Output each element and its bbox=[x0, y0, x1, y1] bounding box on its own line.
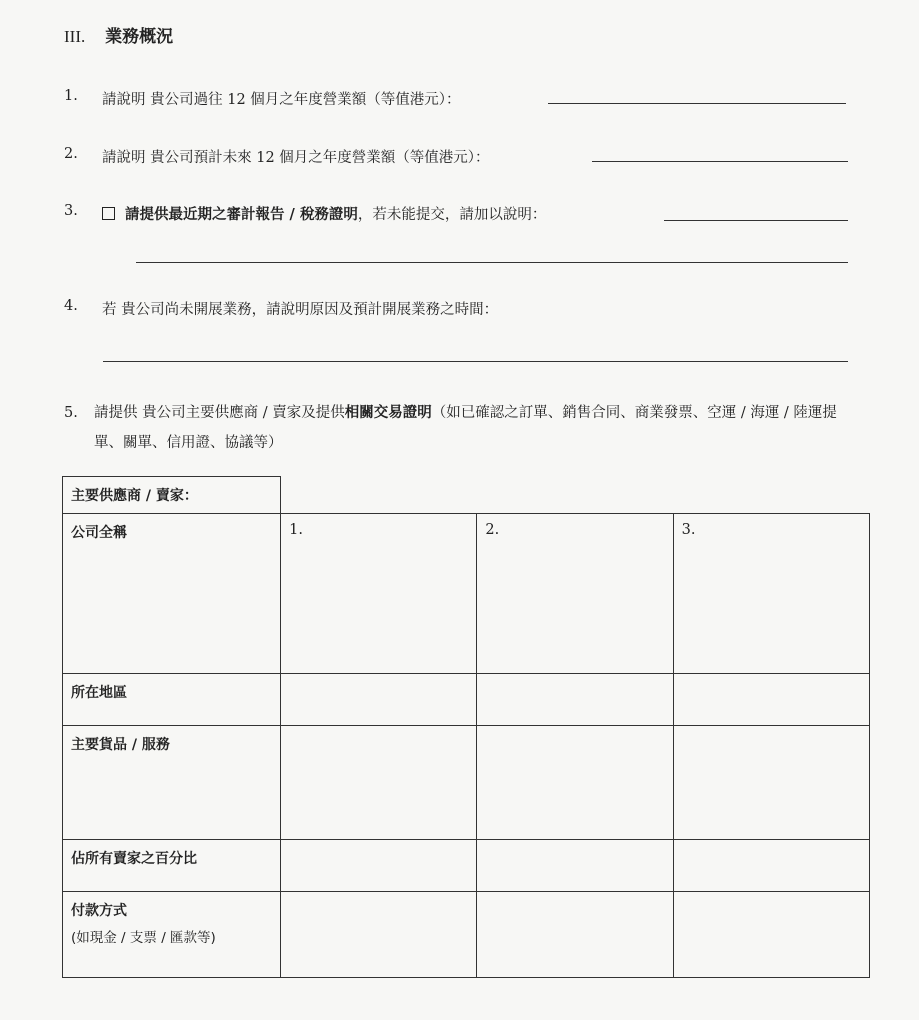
table-row-payment bbox=[63, 892, 870, 978]
cell-payment-2[interactable] bbox=[477, 892, 673, 978]
section-number: III. bbox=[64, 27, 86, 46]
question-text-wrap bbox=[94, 398, 864, 458]
question-number: 1. bbox=[64, 88, 78, 104]
question-text: ，若未能提交，請加以說明： bbox=[357, 207, 547, 223]
question-number: 3. bbox=[64, 203, 78, 219]
payment-sublabel: (如現金 / 支票 / 匯款等) bbox=[71, 930, 216, 946]
cell-percent-3[interactable] bbox=[673, 840, 869, 892]
cell-company-1[interactable] bbox=[281, 514, 477, 674]
answer-line-1[interactable] bbox=[548, 103, 846, 104]
row-label-company: 公司全稱 bbox=[63, 514, 281, 674]
row-label-percent: 佔所有賣家之百分比 bbox=[63, 840, 281, 892]
table-header-row bbox=[63, 477, 870, 514]
table-row-region bbox=[63, 674, 870, 726]
cell-region-1[interactable] bbox=[281, 674, 477, 726]
row-label-goods: 主要貨品 / 服務 bbox=[63, 726, 281, 840]
question-number: 5. bbox=[64, 405, 78, 421]
row-label-region: 所在地區 bbox=[63, 674, 281, 726]
cell-region-3[interactable] bbox=[673, 674, 869, 726]
table-row-percent bbox=[63, 840, 870, 892]
cell-goods-3[interactable] bbox=[673, 726, 869, 840]
cell-company-3[interactable] bbox=[673, 514, 869, 674]
cell-percent-2[interactable] bbox=[477, 840, 673, 892]
question-text: 請提供 貴公司主要供應商 / 賣家及提供 bbox=[94, 405, 345, 421]
section-title: 業務概況 bbox=[105, 27, 174, 47]
column-number: 1. bbox=[289, 522, 303, 538]
question-bold-text: 請提供最近期之審計報告 / 稅務證明 bbox=[125, 206, 358, 223]
cell-goods-1[interactable] bbox=[281, 726, 477, 840]
column-number: 3. bbox=[681, 522, 696, 538]
cell-goods-2[interactable] bbox=[477, 726, 673, 840]
question-text: 請說明 貴公司預計未來 12 個月之年度營業額（等值港元）： bbox=[102, 150, 490, 166]
question-text: 若 貴公司尚未開展業務，請說明原因及預計開展業務之時間： bbox=[102, 302, 499, 318]
question-text: 請說明 貴公司過往 12 個月之年度營業額（等值港元）： bbox=[102, 92, 461, 108]
supplier-table bbox=[62, 476, 870, 978]
row-label-payment bbox=[63, 892, 281, 978]
payment-label: 付款方式 bbox=[71, 903, 127, 919]
question-number: 4. bbox=[64, 298, 78, 314]
cell-payment-1[interactable] bbox=[281, 892, 477, 978]
answer-line-4[interactable] bbox=[103, 361, 848, 362]
answer-line-2[interactable] bbox=[592, 161, 848, 162]
answer-line-3a[interactable] bbox=[664, 220, 848, 221]
table-header-blank bbox=[281, 477, 870, 514]
cell-company-2[interactable] bbox=[477, 514, 673, 674]
cell-region-2[interactable] bbox=[477, 674, 673, 726]
audit-report-checkbox[interactable] bbox=[102, 207, 115, 220]
cell-percent-1[interactable] bbox=[281, 840, 477, 892]
table-header-label: 主要供應商 / 賣家： bbox=[63, 477, 281, 514]
column-number: 2. bbox=[485, 522, 500, 538]
question-text-wrap bbox=[102, 203, 546, 224]
question-number: 2. bbox=[64, 146, 78, 162]
section-heading bbox=[64, 22, 173, 47]
question-bold-text: 相關交易證明 bbox=[344, 404, 432, 421]
question-text: （如已確認之訂單、銷售合同、商業發票、空運 / 海運 / 陸運提單、關單、信用證、協議等） bbox=[94, 405, 837, 451]
table-row-company bbox=[63, 514, 870, 674]
table-row-goods bbox=[63, 726, 870, 840]
answer-line-3b[interactable] bbox=[136, 262, 848, 263]
cell-payment-3[interactable] bbox=[673, 892, 869, 978]
